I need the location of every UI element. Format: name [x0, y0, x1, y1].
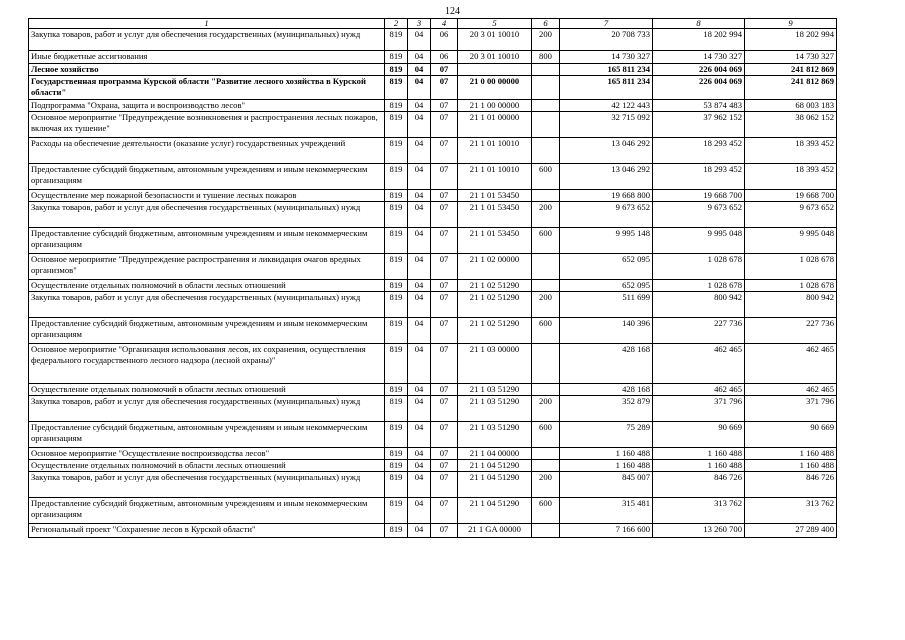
section-code-cell: 04 [408, 448, 431, 460]
admin-code-cell: 819 [385, 29, 408, 51]
table-row [29, 190, 837, 202]
amount-year1-cell: 14 730 327 [560, 51, 653, 64]
amount-year2-cell: 9 995 048 [653, 228, 745, 254]
subsection-code-cell: 07 [431, 164, 458, 190]
item-name-cell: Расходы на обеспечение деятельности (оказание услуг) государственных учреждений [29, 138, 385, 164]
admin-code-cell: 819 [385, 280, 408, 292]
item-name-cell: Закупка товаров, работ и услуг для обеспечения государственных (муниципальных) нужд [29, 29, 385, 51]
target-article-cell: 21 1 01 10010 [458, 138, 532, 164]
amount-year3-cell: 846 726 [745, 472, 837, 498]
target-article-cell: 21 1 04 51290 [458, 460, 532, 472]
admin-code-cell: 819 [385, 112, 408, 138]
amount-year2-cell: 800 942 [653, 292, 745, 318]
table-row [29, 280, 837, 292]
budget-table [28, 18, 837, 538]
amount-year2-cell: 1 160 488 [653, 448, 745, 460]
item-name-cell: Основное мероприятие "Предупреждение возникновения и распространения лесных пожаров, включая их тушение" [29, 112, 385, 138]
table-row [29, 344, 837, 384]
table-row [29, 524, 837, 538]
amount-year3-cell: 1 028 678 [745, 280, 837, 292]
item-name-cell: Предоставление субсидий бюджетным, автономным учреждениям и иным некоммерческим организациям [29, 164, 385, 190]
admin-code-cell: 819 [385, 100, 408, 112]
target-article-cell: 21 1 01 53450 [458, 190, 532, 202]
section-code-cell: 04 [408, 422, 431, 448]
amount-year1-cell: 140 396 [560, 318, 653, 344]
section-code-cell: 04 [408, 254, 431, 280]
item-name-cell: Подпрограмма "Охрана, защита и воспроизводство лесов" [29, 100, 385, 112]
amount-year2-cell: 1 028 678 [653, 280, 745, 292]
section-code-cell: 04 [408, 344, 431, 384]
item-name-cell: Региональный проект "Сохранение лесов в Курской области" [29, 524, 385, 538]
amount-year3-cell: 241 812 869 [745, 64, 837, 76]
expense-type-cell: 600 [532, 318, 560, 344]
amount-year3-cell: 1 028 678 [745, 254, 837, 280]
section-code-cell: 04 [408, 76, 431, 100]
amount-year1-cell: 315 481 [560, 498, 653, 524]
amount-year3-cell: 18 202 994 [745, 29, 837, 51]
expense-type-cell [532, 524, 560, 538]
amount-year1-cell: 165 811 234 [560, 76, 653, 100]
amount-year2-cell: 18 293 452 [653, 164, 745, 190]
subsection-code-cell: 06 [431, 29, 458, 51]
expense-type-cell [532, 138, 560, 164]
section-code-cell: 04 [408, 472, 431, 498]
item-name-cell: Основное мероприятие "Организация использования лесов, их сохранения, осуществления федерального государственного лесного надзора (лесной охраны)" [29, 344, 385, 384]
item-name-cell: Закупка товаров, работ и услуг для обеспечения государственных (муниципальных) нужд [29, 396, 385, 422]
section-code-cell: 04 [408, 164, 431, 190]
admin-code-cell: 819 [385, 254, 408, 280]
column-number-row [29, 19, 837, 29]
amount-year1-cell: 1 160 488 [560, 448, 653, 460]
table-row [29, 472, 837, 498]
table-row [29, 164, 837, 190]
admin-code-cell: 819 [385, 164, 408, 190]
amount-year2-cell: 37 962 152 [653, 112, 745, 138]
subsection-code-cell: 07 [431, 318, 458, 344]
item-name-cell: Закупка товаров, работ и услуг для обеспечения государственных (муниципальных) нужд [29, 292, 385, 318]
admin-code-cell: 819 [385, 138, 408, 164]
amount-year1-cell: 845 007 [560, 472, 653, 498]
section-code-cell: 04 [408, 292, 431, 318]
amount-year1-cell: 652 095 [560, 254, 653, 280]
amount-year2-cell: 226 004 069 [653, 64, 745, 76]
amount-year1-cell: 352 879 [560, 396, 653, 422]
subsection-code-cell: 07 [431, 138, 458, 164]
expense-type-cell: 800 [532, 51, 560, 64]
amount-year3-cell: 27 289 400 [745, 524, 837, 538]
amount-year3-cell: 18 393 452 [745, 138, 837, 164]
amount-year2-cell: 9 673 652 [653, 202, 745, 228]
amount-year3-cell: 38 062 152 [745, 112, 837, 138]
subsection-code-cell: 07 [431, 112, 458, 138]
section-code-cell: 04 [408, 202, 431, 228]
target-article-cell: 21 0 00 00000 [458, 76, 532, 100]
column-number: 3 [408, 19, 431, 29]
subsection-code-cell: 07 [431, 64, 458, 76]
item-name-cell: Предоставление субсидий бюджетным, автономным учреждениям и иным некоммерческим организациям [29, 318, 385, 344]
admin-code-cell: 819 [385, 384, 408, 396]
target-article-cell: 21 1 03 51290 [458, 384, 532, 396]
table-row [29, 228, 837, 254]
item-name-cell: Осуществление отдельных полномочий в области лесных отношений [29, 384, 385, 396]
item-name-cell: Осуществление мер пожарной безопасности и тушение лесных пожаров [29, 190, 385, 202]
subsection-code-cell: 07 [431, 76, 458, 100]
amount-year2-cell: 1 160 488 [653, 460, 745, 472]
subsection-code-cell: 07 [431, 254, 458, 280]
expense-type-cell: 200 [532, 396, 560, 422]
section-code-cell: 04 [408, 190, 431, 202]
table-row [29, 112, 837, 138]
admin-code-cell: 819 [385, 396, 408, 422]
section-code-cell: 04 [408, 460, 431, 472]
subsection-code-cell: 07 [431, 100, 458, 112]
target-article-cell: 20 3 01 10010 [458, 29, 532, 51]
subsection-code-cell: 07 [431, 202, 458, 228]
column-number: 4 [431, 19, 458, 29]
table-row [29, 138, 837, 164]
item-name-cell: Основное мероприятие "Предупреждение распространения и ликвидация очагов вредных организмов" [29, 254, 385, 280]
section-code-cell: 04 [408, 228, 431, 254]
target-article-cell: 21 1 04 51290 [458, 472, 532, 498]
admin-code-cell: 819 [385, 318, 408, 344]
amount-year2-cell: 1 028 678 [653, 254, 745, 280]
table-body [29, 29, 837, 538]
section-code-cell: 04 [408, 29, 431, 51]
target-article-cell: 21 1 GA 00000 [458, 524, 532, 538]
amount-year3-cell: 1 160 488 [745, 460, 837, 472]
column-number: 6 [532, 19, 560, 29]
admin-code-cell: 819 [385, 422, 408, 448]
table-row [29, 396, 837, 422]
expense-type-cell [532, 64, 560, 76]
table-row [29, 318, 837, 344]
amount-year1-cell: 13 046 292 [560, 138, 653, 164]
target-article-cell: 21 1 02 00000 [458, 254, 532, 280]
amount-year1-cell: 1 160 488 [560, 460, 653, 472]
amount-year3-cell: 800 942 [745, 292, 837, 318]
expense-type-cell: 600 [532, 164, 560, 190]
item-name-cell: Предоставление субсидий бюджетным, автономным учреждениям и иным некоммерческим организациям [29, 422, 385, 448]
admin-code-cell: 819 [385, 448, 408, 460]
table-row [29, 254, 837, 280]
subsection-code-cell: 07 [431, 396, 458, 422]
amount-year3-cell: 313 762 [745, 498, 837, 524]
target-article-cell: 20 3 01 10010 [458, 51, 532, 64]
amount-year1-cell: 75 289 [560, 422, 653, 448]
expense-type-cell: 200 [532, 202, 560, 228]
admin-code-cell: 819 [385, 344, 408, 384]
target-article-cell: 21 1 01 10010 [458, 164, 532, 190]
subsection-code-cell: 07 [431, 292, 458, 318]
target-article-cell: 21 1 03 00000 [458, 344, 532, 384]
column-number: 1 [29, 19, 385, 29]
expense-type-cell [532, 460, 560, 472]
target-article-cell: 21 1 01 00000 [458, 112, 532, 138]
table-row [29, 202, 837, 228]
item-name-cell: Лесное хозяйство [29, 64, 385, 76]
expense-type-cell: 600 [532, 422, 560, 448]
table-row [29, 498, 837, 524]
amount-year2-cell: 227 736 [653, 318, 745, 344]
target-article-cell: 21 1 04 00000 [458, 448, 532, 460]
amount-year1-cell: 13 046 292 [560, 164, 653, 190]
expense-type-cell: 600 [532, 498, 560, 524]
amount-year2-cell: 462 465 [653, 384, 745, 396]
section-code-cell: 04 [408, 138, 431, 164]
item-name-cell: Иные бюджетные ассигнования [29, 51, 385, 64]
amount-year3-cell: 1 160 488 [745, 448, 837, 460]
item-name-cell: Закупка товаров, работ и услуг для обеспечения государственных (муниципальных) нужд [29, 202, 385, 228]
item-name-cell: Предоставление субсидий бюджетным, автономным учреждениям и иным некоммерческим организациям [29, 498, 385, 524]
amount-year2-cell: 14 730 327 [653, 51, 745, 64]
table-row [29, 460, 837, 472]
amount-year1-cell: 652 095 [560, 280, 653, 292]
page-number: 124 [445, 6, 460, 17]
amount-year1-cell: 428 168 [560, 384, 653, 396]
amount-year1-cell: 19 668 800 [560, 190, 653, 202]
amount-year2-cell: 18 293 452 [653, 138, 745, 164]
admin-code-cell: 819 [385, 524, 408, 538]
target-article-cell: 21 1 04 51290 [458, 498, 532, 524]
amount-year2-cell: 13 260 700 [653, 524, 745, 538]
target-article-cell: 21 1 02 51290 [458, 292, 532, 318]
item-name-cell: Основное мероприятие "Осуществление воспроизводства лесов" [29, 448, 385, 460]
amount-year1-cell: 511 699 [560, 292, 653, 318]
table-row [29, 76, 837, 100]
admin-code-cell: 819 [385, 76, 408, 100]
amount-year1-cell: 42 122 443 [560, 100, 653, 112]
table-row [29, 384, 837, 396]
section-code-cell: 04 [408, 100, 431, 112]
section-code-cell: 04 [408, 51, 431, 64]
expense-type-cell [532, 76, 560, 100]
amount-year2-cell: 846 726 [653, 472, 745, 498]
subsection-code-cell: 07 [431, 460, 458, 472]
column-number: 7 [560, 19, 653, 29]
section-code-cell: 04 [408, 524, 431, 538]
table-row [29, 448, 837, 460]
amount-year3-cell: 90 669 [745, 422, 837, 448]
amount-year2-cell: 313 762 [653, 498, 745, 524]
subsection-code-cell: 07 [431, 422, 458, 448]
amount-year3-cell: 68 003 183 [745, 100, 837, 112]
column-number: 8 [653, 19, 745, 29]
subsection-code-cell: 07 [431, 384, 458, 396]
subsection-code-cell: 07 [431, 280, 458, 292]
target-article-cell: 21 1 03 51290 [458, 422, 532, 448]
section-code-cell: 04 [408, 384, 431, 396]
expense-type-cell [532, 344, 560, 384]
expense-type-cell: 200 [532, 29, 560, 51]
expense-type-cell: 200 [532, 292, 560, 318]
admin-code-cell: 819 [385, 190, 408, 202]
table-row [29, 422, 837, 448]
target-article-cell: 21 1 00 00000 [458, 100, 532, 112]
amount-year3-cell: 9 995 048 [745, 228, 837, 254]
amount-year1-cell: 165 811 234 [560, 64, 653, 76]
target-article-cell: 21 1 03 51290 [458, 396, 532, 422]
column-number: 2 [385, 19, 408, 29]
admin-code-cell: 819 [385, 202, 408, 228]
section-code-cell: 04 [408, 112, 431, 138]
amount-year1-cell: 9 673 652 [560, 202, 653, 228]
expense-type-cell: 600 [532, 228, 560, 254]
subsection-code-cell: 07 [431, 344, 458, 384]
amount-year1-cell: 7 166 600 [560, 524, 653, 538]
amount-year3-cell: 371 796 [745, 396, 837, 422]
subsection-code-cell: 07 [431, 190, 458, 202]
item-name-cell: Осуществление отдельных полномочий в области лесных отношений [29, 460, 385, 472]
subsection-code-cell: 07 [431, 448, 458, 460]
table-row [29, 64, 837, 76]
subsection-code-cell: 07 [431, 498, 458, 524]
target-article-cell: 21 1 02 51290 [458, 318, 532, 344]
amount-year1-cell: 20 708 733 [560, 29, 653, 51]
amount-year3-cell: 18 393 452 [745, 164, 837, 190]
amount-year2-cell: 226 004 069 [653, 76, 745, 100]
expense-type-cell: 200 [532, 472, 560, 498]
subsection-code-cell: 06 [431, 51, 458, 64]
amount-year1-cell: 9 995 148 [560, 228, 653, 254]
expense-type-cell [532, 384, 560, 396]
expense-type-cell [532, 100, 560, 112]
amount-year3-cell: 227 736 [745, 318, 837, 344]
subsection-code-cell: 07 [431, 472, 458, 498]
table-row [29, 292, 837, 318]
section-code-cell: 04 [408, 318, 431, 344]
subsection-code-cell: 07 [431, 524, 458, 538]
item-name-cell: Предоставление субсидий бюджетным, автономным учреждениям и иным некоммерческим организациям [29, 228, 385, 254]
target-article-cell [458, 64, 532, 76]
expense-type-cell [532, 254, 560, 280]
column-number: 9 [745, 19, 837, 29]
amount-year2-cell: 53 874 483 [653, 100, 745, 112]
amount-year2-cell: 90 669 [653, 422, 745, 448]
table-row [29, 29, 837, 51]
section-code-cell: 04 [408, 396, 431, 422]
item-name-cell: Государственная программа Курской области "Развитие лесного хозяйства в Курской области" [29, 76, 385, 100]
expense-type-cell [532, 280, 560, 292]
admin-code-cell: 819 [385, 498, 408, 524]
admin-code-cell: 819 [385, 64, 408, 76]
expense-type-cell [532, 190, 560, 202]
section-code-cell: 04 [408, 280, 431, 292]
item-name-cell: Осуществление отдельных полномочий в области лесных отношений [29, 280, 385, 292]
admin-code-cell: 819 [385, 228, 408, 254]
amount-year3-cell: 14 730 327 [745, 51, 837, 64]
target-article-cell: 21 1 01 53450 [458, 202, 532, 228]
admin-code-cell: 819 [385, 292, 408, 318]
section-code-cell: 04 [408, 64, 431, 76]
expense-type-cell [532, 448, 560, 460]
amount-year1-cell: 428 168 [560, 344, 653, 384]
amount-year1-cell: 32 715 092 [560, 112, 653, 138]
table-row [29, 100, 837, 112]
table-row [29, 51, 837, 64]
subsection-code-cell: 07 [431, 228, 458, 254]
amount-year2-cell: 371 796 [653, 396, 745, 422]
amount-year2-cell: 18 202 994 [653, 29, 745, 51]
column-number: 5 [458, 19, 532, 29]
section-code-cell: 04 [408, 498, 431, 524]
admin-code-cell: 819 [385, 51, 408, 64]
target-article-cell: 21 1 01 53450 [458, 228, 532, 254]
target-article-cell: 21 1 02 51290 [458, 280, 532, 292]
admin-code-cell: 819 [385, 472, 408, 498]
amount-year3-cell: 19 668 700 [745, 190, 837, 202]
item-name-cell: Закупка товаров, работ и услуг для обеспечения государственных (муниципальных) нужд [29, 472, 385, 498]
amount-year3-cell: 462 465 [745, 344, 837, 384]
amount-year2-cell: 462 465 [653, 344, 745, 384]
amount-year3-cell: 462 465 [745, 384, 837, 396]
amount-year3-cell: 241 812 869 [745, 76, 837, 100]
admin-code-cell: 819 [385, 460, 408, 472]
expense-type-cell [532, 112, 560, 138]
amount-year3-cell: 9 673 652 [745, 202, 837, 228]
amount-year2-cell: 19 668 700 [653, 190, 745, 202]
